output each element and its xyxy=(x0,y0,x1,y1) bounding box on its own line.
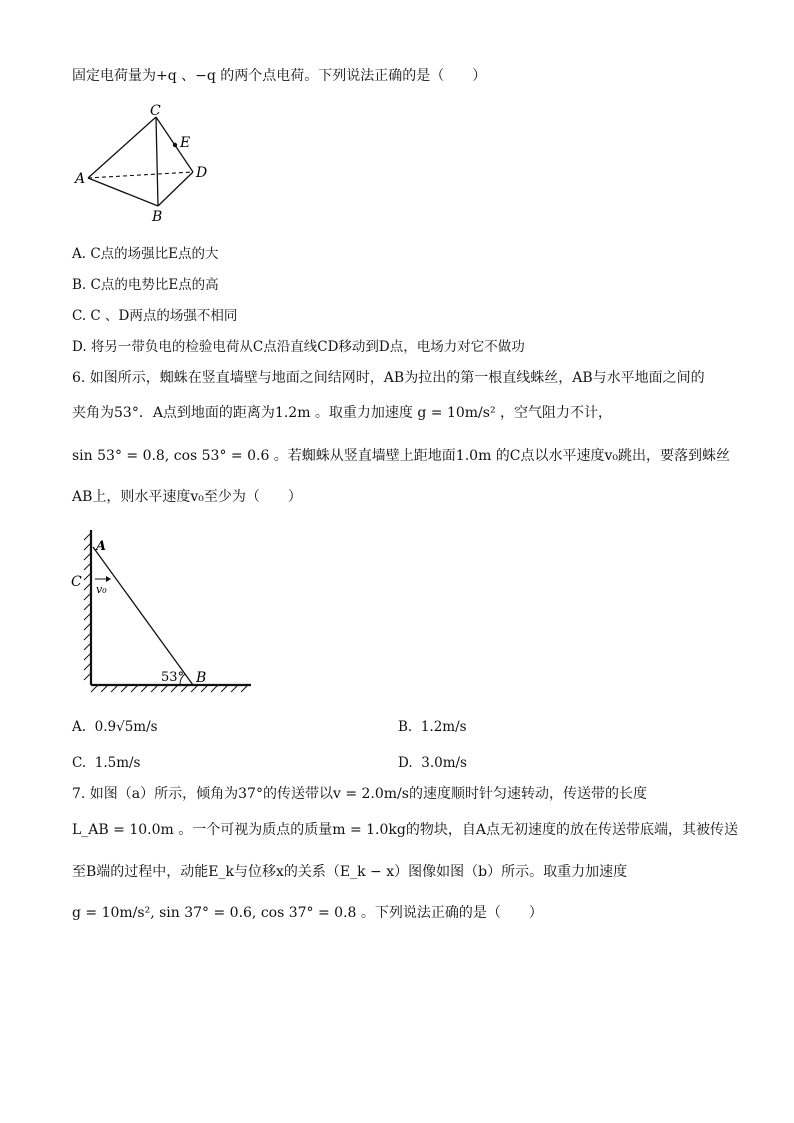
label-c: C xyxy=(150,103,161,119)
q6-option-b xyxy=(398,717,467,737)
point-e xyxy=(173,143,177,147)
q6-stem-line-2: 夹角为53°．A点到地面的距离为1.2m 。取重力加速度 g = 10m/s² ，空气阻力不计， xyxy=(72,405,613,421)
label-c: C xyxy=(71,574,82,590)
q5-stem-line: 固定电荷量为+q 、−q 的两个点电荷。下列说法正确的是（ ） xyxy=(72,68,487,84)
edge-ca xyxy=(88,117,156,178)
q5-option-a: A. C点的场强比E点的大 xyxy=(72,246,219,262)
label-v0: v₀ xyxy=(96,583,107,596)
q5-option-d: D. 将另一带负电的检验电荷从C点沿直线CD移动到D点，电场力对它不做功 xyxy=(72,339,525,355)
q6-option-d-text: 3.0m/s xyxy=(421,755,467,771)
q6-option-c-label: C. xyxy=(72,755,87,771)
q6-stem-line-1: 6. 如图所示，蜘蛛在竖直墙壁与地面之间结网时，AB为拉出的第一根直线蛛丝，AB与水平地面之间的 xyxy=(72,370,705,386)
q6-option-d-label: D. xyxy=(398,755,413,771)
label-a: A xyxy=(75,171,86,187)
q7-stem-line-3: 至B端的过程中，动能E_k与位移x的关系（E_k − x）图像如图（b）所示。取重力加速度 xyxy=(72,864,628,880)
q6-option-a-label: A. xyxy=(72,719,87,735)
edge-ad-dashed xyxy=(88,172,193,178)
edge-ab xyxy=(88,178,158,206)
q6-option-c-text: 1.5m/s xyxy=(94,755,141,771)
silk-ab-line xyxy=(93,547,193,685)
edge-db xyxy=(158,172,193,206)
q6-option-c xyxy=(72,753,140,773)
label-e: E xyxy=(180,135,191,151)
label-angle: 53° xyxy=(161,670,185,685)
label-a: A xyxy=(96,539,107,554)
label-b: B xyxy=(152,209,163,225)
q5-option-b: B. C点的电势比E点的高 xyxy=(72,277,219,293)
label-d: D xyxy=(196,165,208,181)
v0-arrow-head xyxy=(106,576,111,582)
q5-option-c: C. C 、D两点的场强不相同 xyxy=(72,308,238,324)
q6-option-a xyxy=(72,717,158,737)
q6-stem-line-3: sin 53° = 0.8, cos 53° = 0.6 。若蜘蛛从竖直墙壁上距地面1.0m 的C点以水平速度v₀跳出，要落到蛛丝 xyxy=(72,448,731,464)
q6-option-b-label: B. xyxy=(398,719,413,735)
q7-stem-line-1: 7. 如图（a）所示，倾角为37°的传送带以v = 2.0m/s的速度顺时针匀速转动，传送带的长度 xyxy=(72,786,647,802)
label-b: B xyxy=(196,670,207,686)
spider-wall-figure xyxy=(68,525,258,695)
q7-stem-line-4: g = 10m/s², sin 37° = 0.6, cos 37° = 0.8 。下列说法正确的是（ ） xyxy=(72,905,543,921)
q7-stem-line-2: L_AB = 10.0m 。一个可视为质点的质量m = 1.0kg的物块，自A点无初速度的放在传送带底端，其被传送 xyxy=(72,822,738,838)
q6-option-a-text: 0.9√5m/s xyxy=(94,719,158,735)
q6-stem-line-4: AB上，则水平速度v₀至少为（ ） xyxy=(72,489,302,505)
q6-option-d xyxy=(398,753,467,773)
q6-option-b-text: 1.2m/s xyxy=(420,719,467,735)
edge-cb xyxy=(156,117,158,206)
tetrahedron-figure xyxy=(70,100,220,225)
